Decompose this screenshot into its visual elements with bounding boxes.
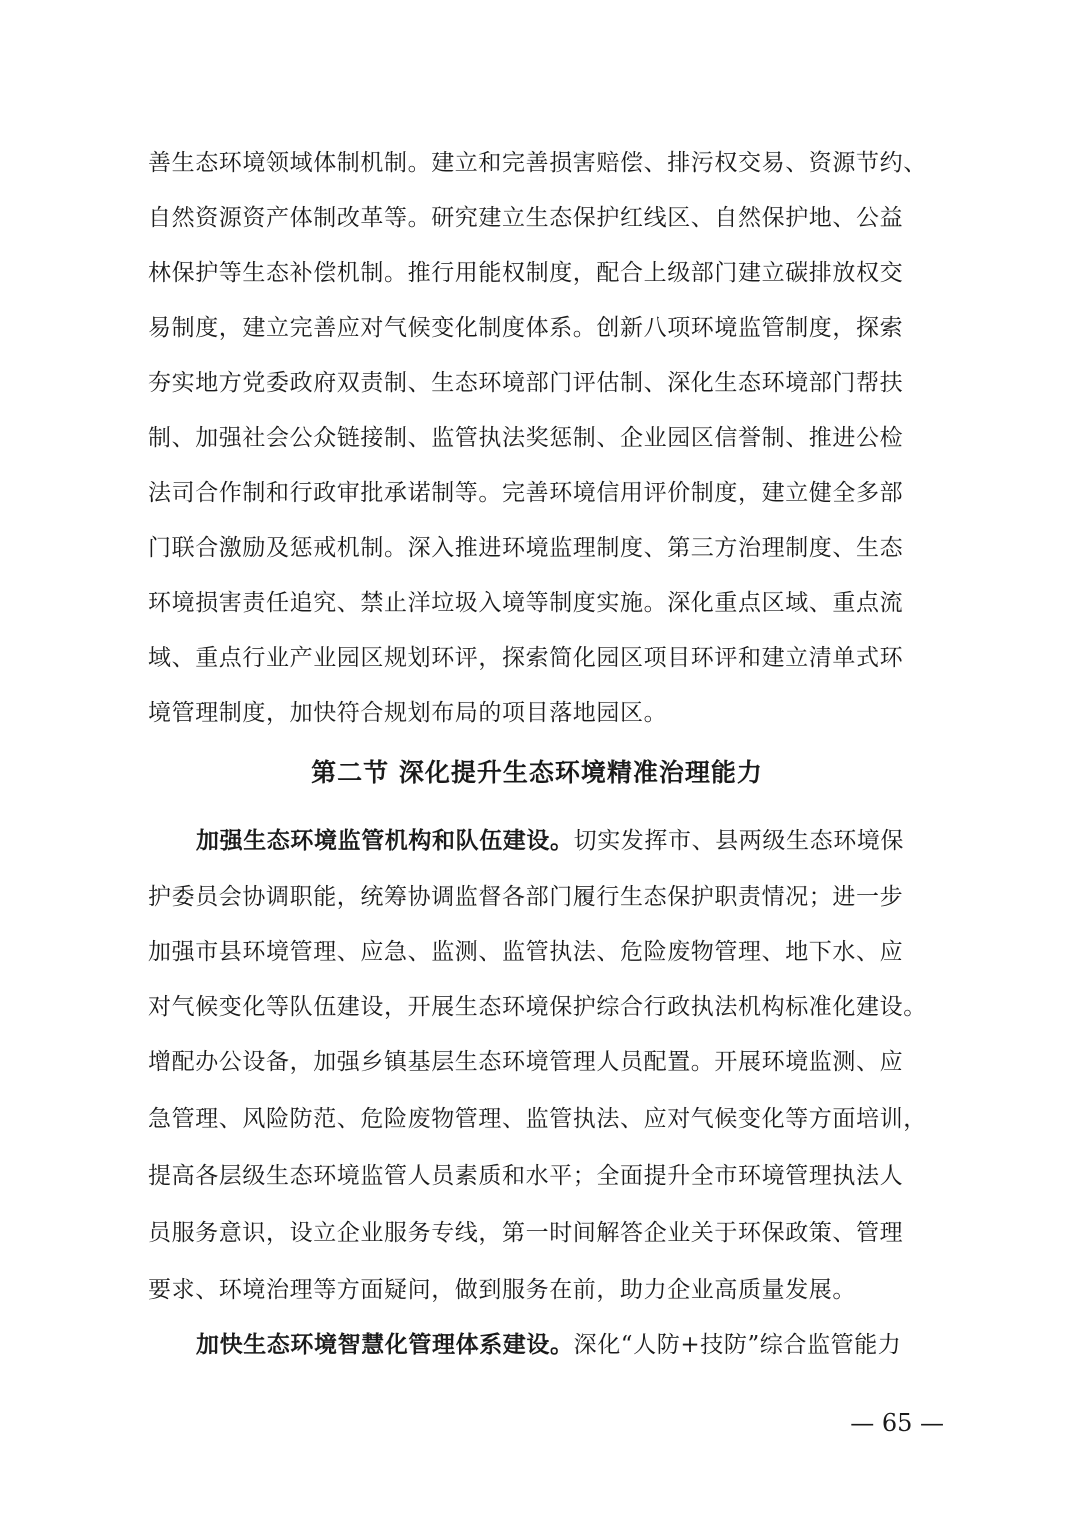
text-line [196, 826, 948, 856]
section-heading: 第二节 深化提升生态环境精准治理能力 [311, 758, 763, 787]
paragraph-lead: 加快生态环境智慧化管理体系建设。 [196, 1331, 574, 1358]
text-line: 自然资源资产体制改革等。研究建立生态保护红线区、自然保护地、公益 [148, 205, 904, 231]
paragraph-text: 切实发挥市、县两级生态环境保 [573, 828, 905, 854]
text-line: 夯实地方党委政府双责制、生态环境部门评估制、深化生态环境部门帮扶 [148, 370, 904, 396]
text-line: 要求、环境治理等方面疑问，做到服务在前，助力企业高质量发展。 [148, 1277, 856, 1303]
paragraph-lead: 加强生态环境监管机构和队伍建设。 [196, 827, 574, 854]
text-line: 境管理制度，加快符合规划布局的项目落地园区。 [148, 700, 668, 726]
text-line: 员服务意识，设立企业服务专线，第一时间解答企业关于环保政策、管理 [148, 1220, 904, 1246]
text-line: 易制度，建立完善应对气候变化制度体系。创新八项环境监管制度，探索 [148, 315, 904, 341]
text-line: 对气候变化等队伍建设，开展生态环境保护综合行政执法机构标准化建设。 [148, 994, 927, 1020]
text-line: 增配办公设备，加强乡镇基层生态环境管理人员配置。开展环境监测、应 [148, 1049, 904, 1075]
text-line: 林保护等生态补偿机制。推行用能权制度，配合上级部门建立碳排放权交 [148, 260, 904, 286]
text-line: 环境损害责任追究、禁止洋垃圾入境等制度实施。深化重点区域、重点流 [148, 590, 904, 616]
text-line: 护委员会协调职能，统筹协调监督各部门履行生态保护职责情况；进一步 [148, 884, 904, 910]
text-line: 急管理、风险防范、危险废物管理、监管执法、应对气候变化等方面培训， [148, 1106, 927, 1132]
text-line: 善生态环境领域体制机制。建立和完善损害赔偿、排污权交易、资源节约、 [148, 150, 927, 176]
text-line: 制、加强社会公众链接制、监管执法奖惩制、企业园区信誉制、推进公检 [148, 425, 904, 451]
page-number [0, 1408, 1074, 1438]
paragraph-text: 深化“人防+技防”综合监管能力 [573, 1332, 902, 1358]
text-line: 法司合作制和行政审批承诺制等。完善环境信用评价制度，建立健全多部 [148, 480, 904, 506]
text-line: 域、重点行业产业园区规划环评，探索简化园区项目环评和建立清单式环 [148, 645, 904, 671]
text-line: 门联合激励及惩戒机制。深入推进环境监理制度、第三方治理制度、生态 [148, 535, 904, 561]
page-number-text: — 65 — [850, 1409, 944, 1437]
text-line: 提高各层级生态环境监管人员素质和水平；全面提升全市环境管理执法人 [148, 1163, 904, 1189]
text-line [196, 1330, 948, 1360]
text-line: 加强市县环境管理、应急、监测、监管执法、危险废物管理、地下水、应 [148, 939, 904, 965]
